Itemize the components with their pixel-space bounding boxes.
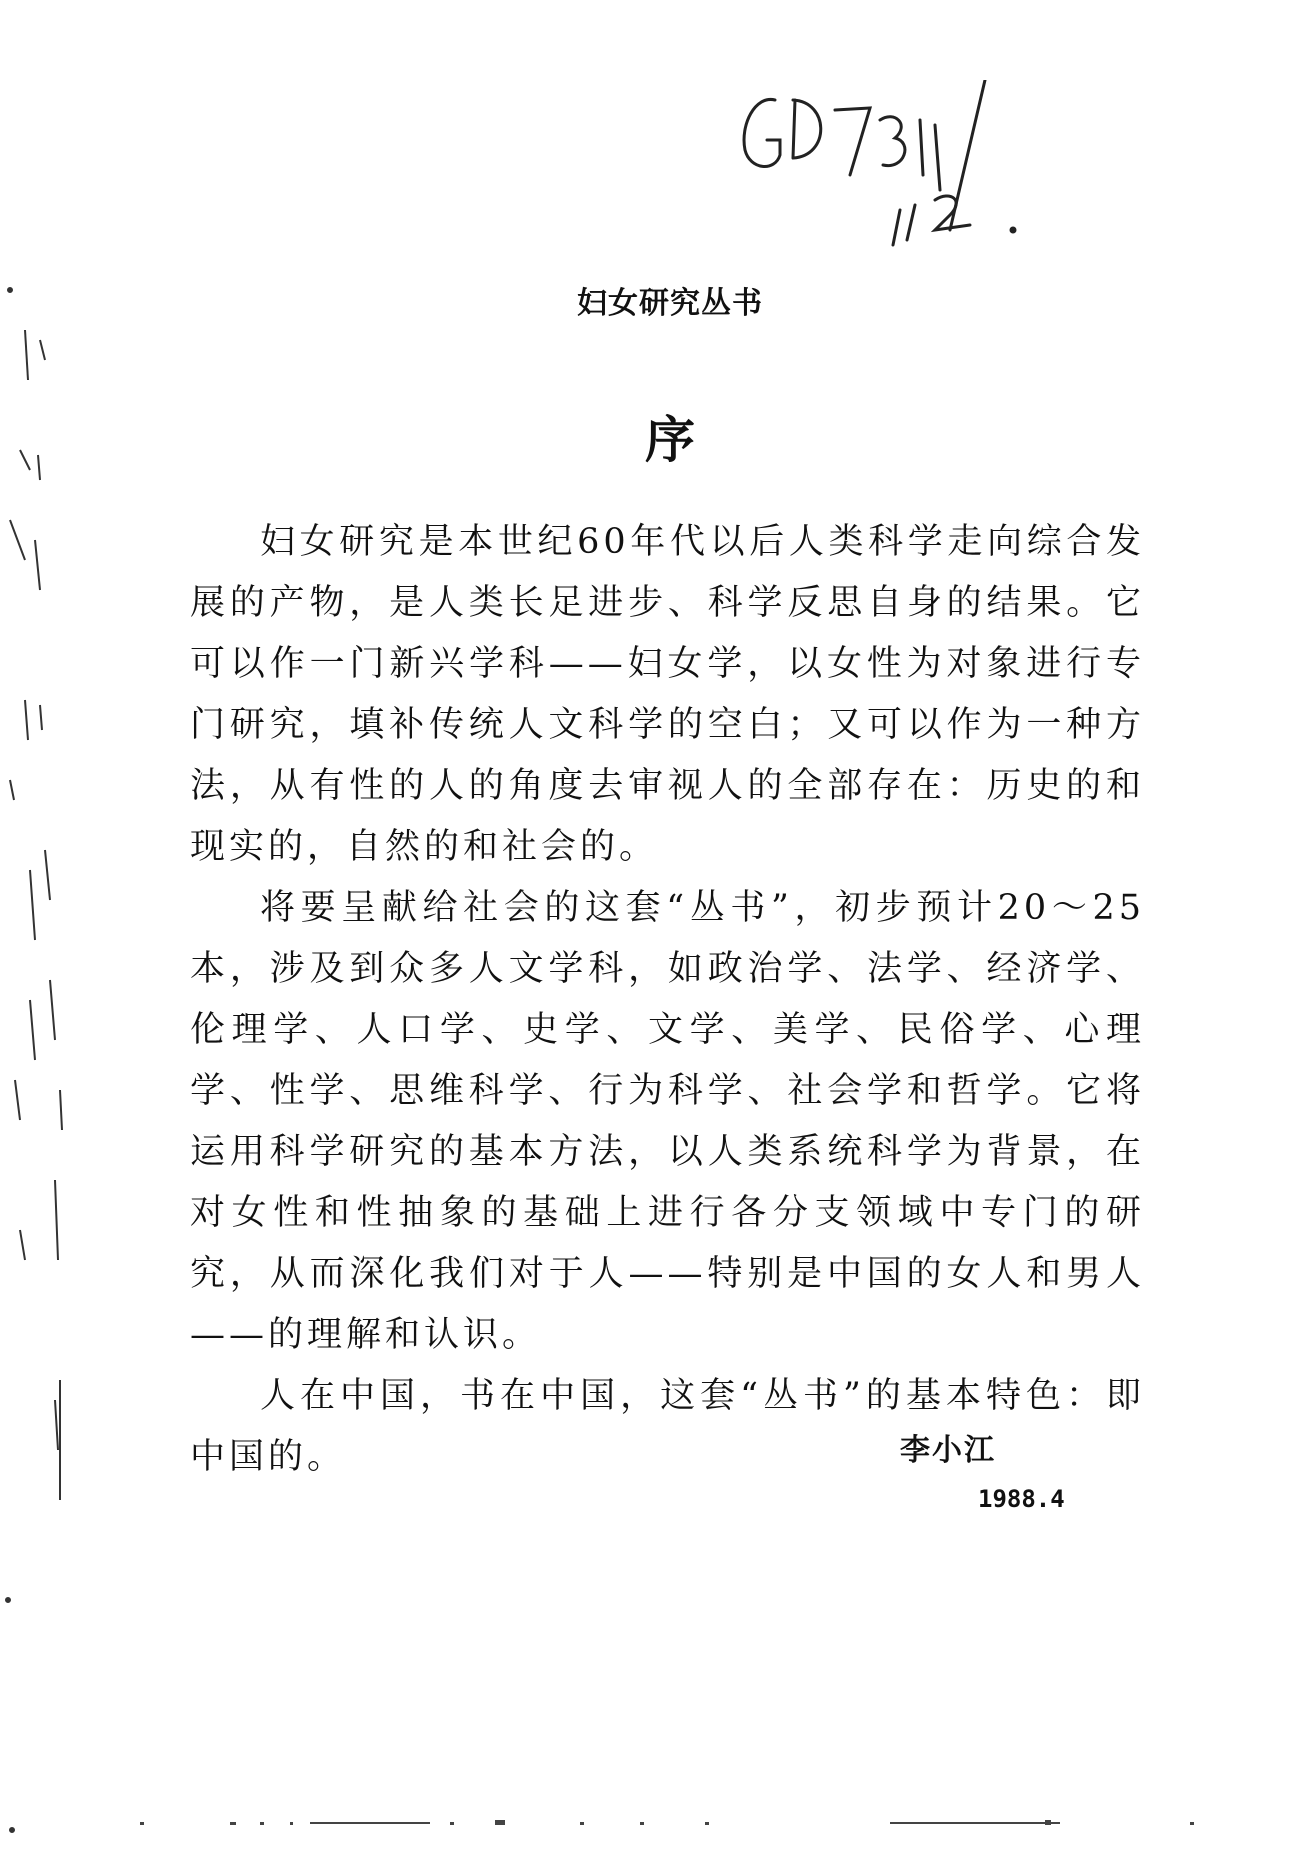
series-title: 妇女研究丛书 — [577, 286, 763, 321]
handwritten-call-number — [735, 80, 1065, 270]
preface-heading: 序 — [645, 411, 695, 469]
paragraph: 人在中国，书在中国，这套“丛书”的基本特色：即中国的。 — [190, 1376, 1145, 1477]
paragraph: 将要呈献给社会的这套“丛书”，初步预计20～25本，涉及到众多人文学科，如政治学、法学、经济学、伦理学、人口学、史学、文学、美学、民俗学、心理学、性学、思维科学、行为科学、社会学和哲学。它将运用科学研究的基本方法，以人类系统科学为背景，在对女性和性抽象的基础上进行各分支领域中专门的研究，从而深化我们对于人——特别是中国的女人和男人——的理解和认识。 — [190, 888, 1145, 1355]
date: 1988.4 — [978, 1485, 1065, 1513]
preface-body — [190, 512, 1145, 1488]
author-signature: 李小江 — [900, 1433, 996, 1468]
paragraph: 妇女研究是本世纪60年代以后人类科学走向综合发展的产物，是人类长足进步、科学反思自身的结果。它可以作一门新兴学科——妇女学，以女性为对象进行专门研究，填补传统人文科学的空白；又可以作为一种方法，从有性的人的角度去审视人的全部存在：历史的和现实的，自然的和社会的。 — [190, 522, 1145, 867]
handwriting-drawing — [735, 80, 1065, 270]
